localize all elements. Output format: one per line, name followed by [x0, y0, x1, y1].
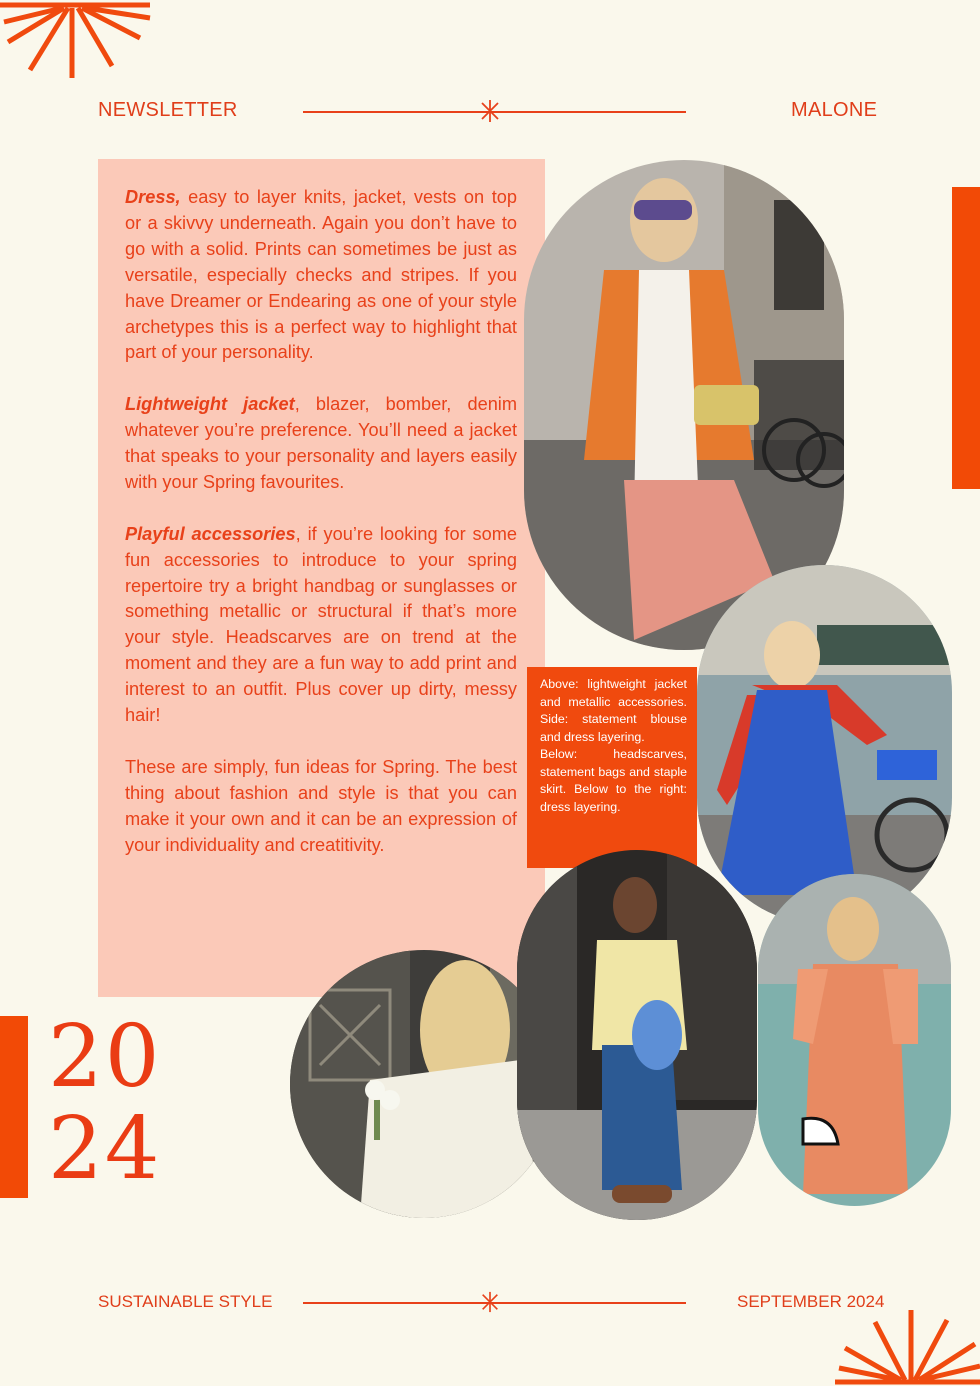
footer-topic: SUSTAINABLE STYLE [98, 1292, 273, 1311]
paragraph-dress: Dress, easy to layer knits, jacket, vests on top or a skivvy underneath. Again you don’t have to go with a solid. Prints can sometimes be just as versatile, especially checks and stripes. If you have Dreamer or Endearing as one of your style archetypes this is a perfect way to highlight that part of your personality. [125, 187, 517, 363]
footer-date: SEPTEMBER 2024 [737, 1292, 885, 1311]
caption-above: Above: lightweight jacket and metallic accessories. Side: statement blouse and dress layering. [540, 677, 687, 744]
accent-bar-right [952, 187, 980, 489]
article-panel [98, 159, 545, 997]
photo-blue-dress [697, 565, 952, 925]
photo-yellow-shirt [517, 850, 757, 1220]
photo-caption [527, 667, 697, 868]
brand-label: MALONE [791, 99, 878, 121]
sunburst-icon [0, 0, 160, 85]
caption-below: Below: headscarves, statement bags and staple skirt. Below to the right: dress layering. [540, 747, 687, 814]
newsletter-label: NEWSLETTER [98, 99, 238, 121]
star-divider-icon [479, 1291, 501, 1313]
accent-bar-left [0, 1016, 28, 1198]
paragraph-closing: These are simply, fun ideas for Spring. The best thing about fashion and style is that you can make it your own and it can be an expression of your individuality and creatitivity. [125, 756, 517, 855]
star-divider-icon [478, 99, 502, 123]
photo-peach-dress [758, 874, 951, 1206]
year-bottom: 24 [48, 1099, 162, 1199]
sunburst-icon [835, 1300, 980, 1386]
paragraph-jacket: Lightweight jacket, blazer, bomber, denim whatever you’re preference. You’ll need a jacket that speaks to your personality and layers easily with your Spring favourites. [125, 394, 517, 492]
paragraph-accessories: Playful accessories, if you’re looking for some fun accessories to introduce to your spring repertoire try a bright handbag or sunglasses or something metallic or structural if that’s more your style. Headscarves are on trend at the moment and they are a fun way to add print and interest to an outfit. Plus cover up dirty, messy hair! [125, 523, 517, 726]
year-top: 20 [48, 1007, 162, 1107]
